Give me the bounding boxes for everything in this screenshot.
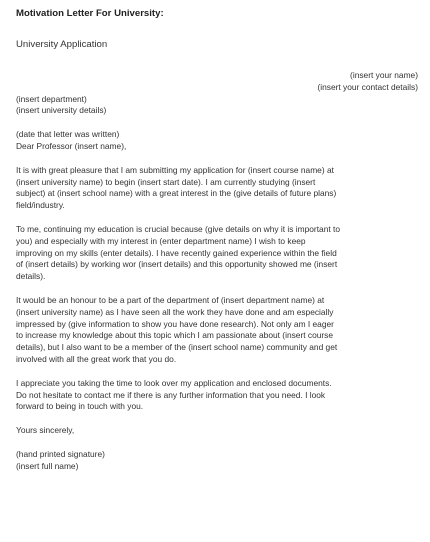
- paragraph-line: improving on my skills (enter details). I have recently gained experience within the field: [16, 247, 337, 258]
- paragraph-motivation: [16, 224, 418, 283]
- recipient-block: [16, 94, 418, 118]
- signature-line: (hand printed signature): [16, 448, 105, 459]
- paragraph-line: I appreciate you taking the time to look over my application and enclosed documents.: [16, 377, 332, 388]
- paragraph-line: of (insert details) by working wor (insert details) and this opportunity showed me (insert: [16, 259, 338, 270]
- letter-page: [16, 8, 418, 473]
- paragraph-closing: [16, 378, 418, 413]
- closing-text: Yours sincerely,: [16, 425, 75, 436]
- paragraph-department: [16, 295, 418, 366]
- paragraph-intro: [16, 165, 418, 212]
- paragraph-line: involved with all the great work that you do.: [16, 353, 177, 364]
- recipient-department: (insert department): [16, 93, 87, 104]
- date-salutation-block: [16, 129, 418, 153]
- letter-title: Motivation Letter For University:: [16, 8, 164, 19]
- paragraph-line: To me, continuing my education is crucial because (give details on why it is important to: [16, 223, 340, 234]
- signature-block: [16, 449, 418, 473]
- paragraph-line: (insert university name) as I have seen all the work they have done and am especially: [16, 306, 334, 317]
- salutation: Dear Professor (insert name),: [16, 140, 127, 151]
- sender-contact: (insert your contact details): [317, 81, 418, 92]
- letter-date: (date that letter was written): [16, 129, 120, 140]
- paragraph-line: It would be an honour to be a part of the department of (insert department name) at: [16, 294, 325, 305]
- paragraph-line: (insert university name) to begin (insert start date). I am currently studying (insert: [16, 176, 316, 187]
- closing-remark: [16, 425, 418, 437]
- paragraph-line: subject) at (insert school name) with a great interest in the (give details of future plans): [16, 188, 337, 199]
- paragraph-line: impressed by (give information to show you have done research). Not only am I eager: [16, 318, 334, 329]
- paragraph-line: field/industry.: [16, 200, 65, 211]
- paragraph-line: you) and especially with my interest in (enter department name) I wish to keep: [16, 235, 306, 246]
- paragraph-line: It is with great pleasure that I am submitting my application for (insert course name) at: [16, 164, 334, 175]
- recipient-university: (insert university details): [16, 105, 107, 116]
- paragraph-line: details).: [16, 271, 46, 282]
- full-name-line: (insert full name): [16, 460, 79, 471]
- letter-subtitle: University Application: [16, 39, 108, 50]
- paragraph-line: forward to being in touch with you.: [16, 401, 144, 412]
- paragraph-line: to increase my knowledge about this topic which I am passionate about (insert course: [16, 330, 334, 341]
- sender-block: [16, 70, 418, 94]
- paragraph-line: Do not hesitate to contact me if there is any further information that you need. I look: [16, 389, 326, 400]
- sender-name: (insert your name): [350, 70, 418, 80]
- paragraph-line: details), but I also want to be a member of the (insert school name) community and get: [16, 342, 338, 353]
